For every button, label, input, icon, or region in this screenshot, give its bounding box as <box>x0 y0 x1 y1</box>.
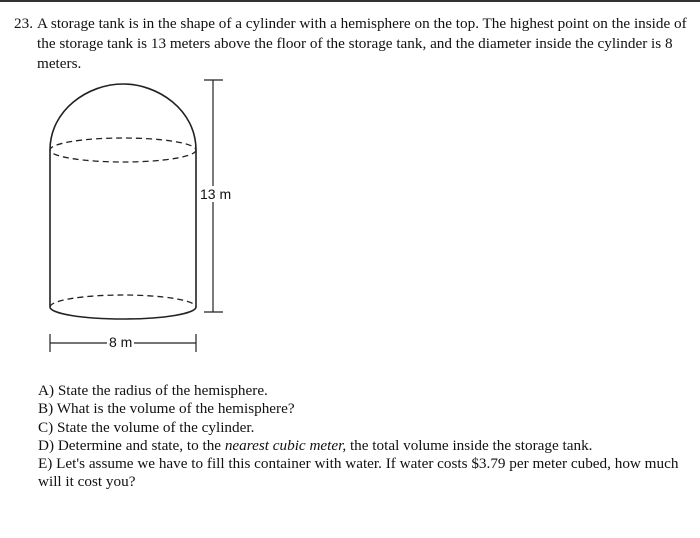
diameter-label: 8 m <box>109 334 133 350</box>
part-d <box>38 437 688 455</box>
part-a: A) State the radius of the hemisphere. <box>38 382 268 399</box>
bottom-ellipse-front <box>50 307 196 319</box>
part-d-emphasis: nearest cubic meter, <box>224 436 347 454</box>
part-c: C) State the volume of the cylinder. <box>38 418 255 436</box>
problem-number: 23. <box>14 15 33 32</box>
tank-figure <box>30 72 260 362</box>
tank-diagram <box>30 72 260 362</box>
top-ellipse <box>50 138 196 162</box>
part-e: E) Let's assume we have to fill this container with water. If water costs $3.79 per meter cubed, how much will it cost you? <box>38 455 679 491</box>
hemisphere-outline <box>50 84 196 150</box>
part-d-before: D) Determine and state, to the <box>38 436 225 454</box>
bottom-ellipse-back <box>50 295 196 307</box>
question-parts <box>38 382 688 492</box>
problem-statement <box>14 14 690 74</box>
problem-text: A storage tank is in the shape of a cylinder with a hemisphere on the top. The highest point on the inside of the storage tank is 13 meters above the floor of the storage tank, and the diameter inside the cylinder is 8 meters. <box>37 15 687 72</box>
part-d-after: the total volume inside the storage tank. <box>346 436 593 454</box>
top-rule <box>0 0 700 2</box>
height-label: 13 m <box>200 186 232 202</box>
part-b: B) What is the volume of the hemisphere? <box>38 400 295 418</box>
